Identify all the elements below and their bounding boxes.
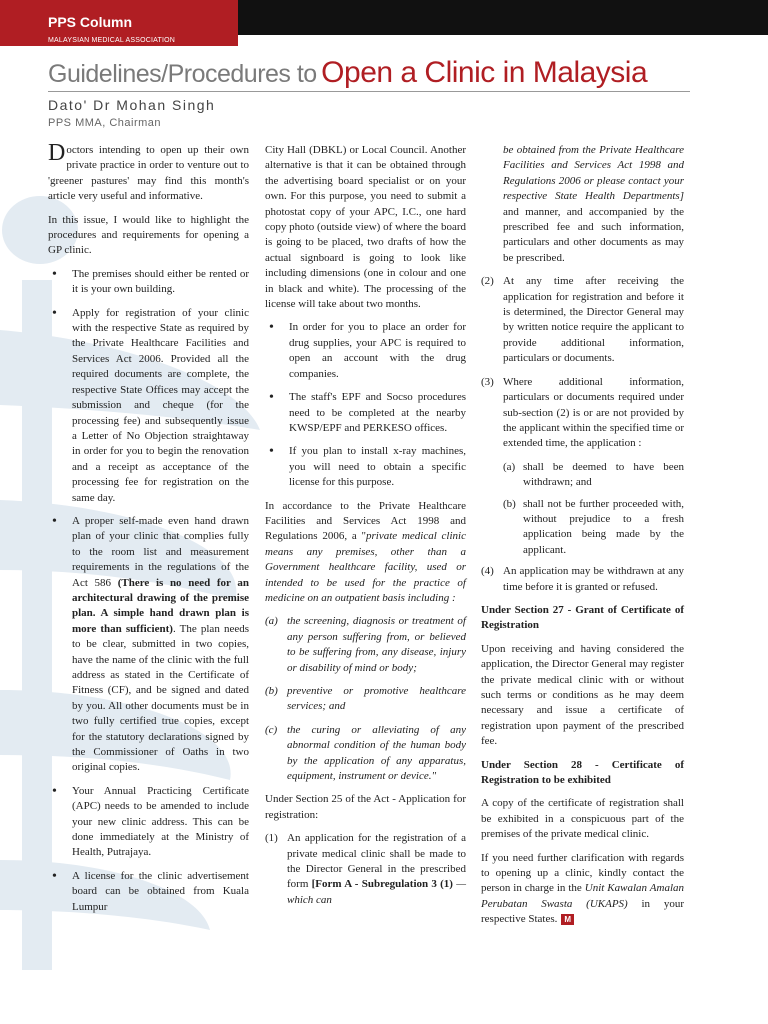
list-item: • Apply for registration of your clinic with the respective State as required by the Private Healthcare Facilities and Services Act 2006. Provided all the required documents are complete, the respective State Offices may accept the submission and cheque (for the processing fee) and subsequently issue a Letter of No Objection straightaway in order for you to begin the renovation and a receipt as acceptance of the processing fee for registration on the same day. bbox=[48, 306, 249, 506]
association-name: MALAYSIAN MEDICAL ASSOCIATION bbox=[48, 37, 176, 44]
closing-paragraph: If you need further clarification with regards to opening up a clinic, kindly contact the person in charge in the Unit Kawalan Amalan Perubatan Swasta (UKAPS) in your respective States. M bbox=[481, 851, 684, 926]
requirements-list bbox=[48, 267, 249, 915]
list-item: • A proper self-made even hand drawn plan of your clinic that complies fully to the room list and measurement requirements in the regulations of the Act 586 (There is no need for an architectural drawing of the premise plan. A simple hand drawn plan is more than sufficient). The plan needs to be clear, submitted in two copies, have the name of the clinic with the full address as stated in the Certificate of Fitness (CF), and be signed and dated by you. All other documents must be in two fully certified true copies, except for the statutory declarations signed by the Commissioner of Oaths in two original copies. bbox=[48, 514, 249, 776]
column-title: PPS Column bbox=[48, 14, 133, 30]
section-25-heading: Under Section 25 of the Act - Application for registration: bbox=[265, 793, 466, 821]
definition-paragraph: In accordance to the Private Healthcare Facilities and Services Act 1998 and Regulations 2006, a "private medical clinic means any premises, other than a Government healthcare facility, used or intended to be used for the practice of medicine on an outpatient basis including : bbox=[265, 499, 466, 604]
list-item: • In order for you to place an order for drug supplies, your APC is required to open an account with the drug companies. bbox=[265, 320, 466, 382]
definition-item-a: (a) the screening, diagnosis or treatment of any person suffering from, or believed to be suffering from, any disease, injury or disability of mind or body; bbox=[265, 615, 466, 674]
author-role: PPS MMA, Chairman bbox=[48, 117, 162, 129]
intro-paragraph-2: In this issue, I would like to highlight the procedures and requirements for opening a GP clinic. bbox=[48, 213, 249, 257]
clause-3-a: (a) shall be deemed to have been withdrawn; and bbox=[503, 460, 684, 489]
clause-4: (4) An application may be withdrawn at any time before it is granted or refused. bbox=[481, 565, 684, 593]
end-mark-badge: M bbox=[561, 914, 574, 925]
column-1 bbox=[48, 140, 249, 923]
title-red-part: Open a Clinic in Malaysia bbox=[321, 56, 648, 89]
list-item: • A license for the clinic advertisement board can be obtained from Kuala Lumpur bbox=[48, 869, 249, 915]
article-title bbox=[48, 56, 708, 90]
clause-2: (2) At any time after receiving the application for registration and before it is determined, the Director General may by written notice require the applicant to provide additional information, particulars or documents. bbox=[481, 275, 684, 365]
author-name: Dato' Dr Mohan Singh bbox=[48, 97, 216, 113]
header-black-bar bbox=[238, 0, 768, 35]
requirements-list-2 bbox=[265, 320, 466, 490]
title-grey-part: Guidelines/Procedures to bbox=[48, 60, 317, 88]
section-27-heading: Under Section 27 - Grant of Certificate of Registration bbox=[481, 603, 684, 632]
drop-cap: D bbox=[48, 140, 66, 166]
intro-paragraph: Doctors intending to open up their own private practice in order to venture out to 'greener pastures' may find this month's article very useful and informative. bbox=[48, 140, 249, 203]
clause-3-b: (b) shall not be further proceeded with, without prejudice to a fresh application being made by the applicant. bbox=[503, 497, 684, 556]
list-item: • If you plan to install x-ray machines, you will need to obtain a specific license for this purpose. bbox=[265, 444, 466, 490]
clause-1-continued: be obtained from the Private Healthcare Facilities and Services Act 1998 and Regulations 2006 or please contact your respective State Health Departments] and manner, and accompanied by the prescribed fee and such information, particulars and other documents as may be prescribed. bbox=[503, 144, 684, 264]
list-item: • Your Annual Practicing Certificate (APC) needs to be amended to include your new clinic address. This can be done immediately at the Ministry of Health, Putrajaya. bbox=[48, 784, 249, 861]
title-rule bbox=[48, 91, 690, 92]
definition-item-c: (c) the curing or alleviating of any abnormal condition of the human body by the application of any apparatus, equipment, instrument or device." bbox=[265, 723, 466, 783]
section-27-text: Upon receiving and having considered the application, the Director General may register the private medical clinic with or without such terms or conditions as he may deem necessary and issue a certificate of registration upon payment of the prescribed fee. bbox=[481, 642, 684, 748]
list-item: • The premises should either be rented or it is your own building. bbox=[48, 267, 249, 298]
clause-1: (1) An application for the registration of a private medical clinic shall be made to the Director General in the prescribed form [Form A - Subregulation 3 (1) — which can bbox=[265, 832, 466, 906]
section-28-text: A copy of the certificate of registration shall be exhibited in a conspicuous part of the premises of the private medical clinic. bbox=[481, 797, 684, 841]
column-3 bbox=[481, 143, 684, 936]
continued-text: City Hall (DBKL) or Local Council. Another alternative is that it can be obtained through the advertising board specialist or on your own. For this purpose, you need to submit a photostat copy of your APC, I.C., one hard copy photo (outside view) of where the board is going to be placed, two drafts of how the actual signboard is going to look like including dimensions (one in colour and one in black and white). The processing of the license will take about two months. bbox=[265, 144, 466, 311]
definition-item-b: (b) preventive or promotive healthcare services; and bbox=[265, 685, 466, 713]
clause-3: (3) Where additional information, particulars or documents required under sub-section (2) is or are not provided by the applicant within the specified time or extended time, the application : bbox=[481, 375, 684, 450]
column-2 bbox=[265, 143, 466, 916]
list-item: • The staff's EPF and Socso procedures need to be completed at the nearby KWSP/EPF and PERKESO offices. bbox=[265, 390, 466, 436]
section-28-heading: Under Section 28 - Certificate of Registration to be exhibited bbox=[481, 758, 684, 787]
